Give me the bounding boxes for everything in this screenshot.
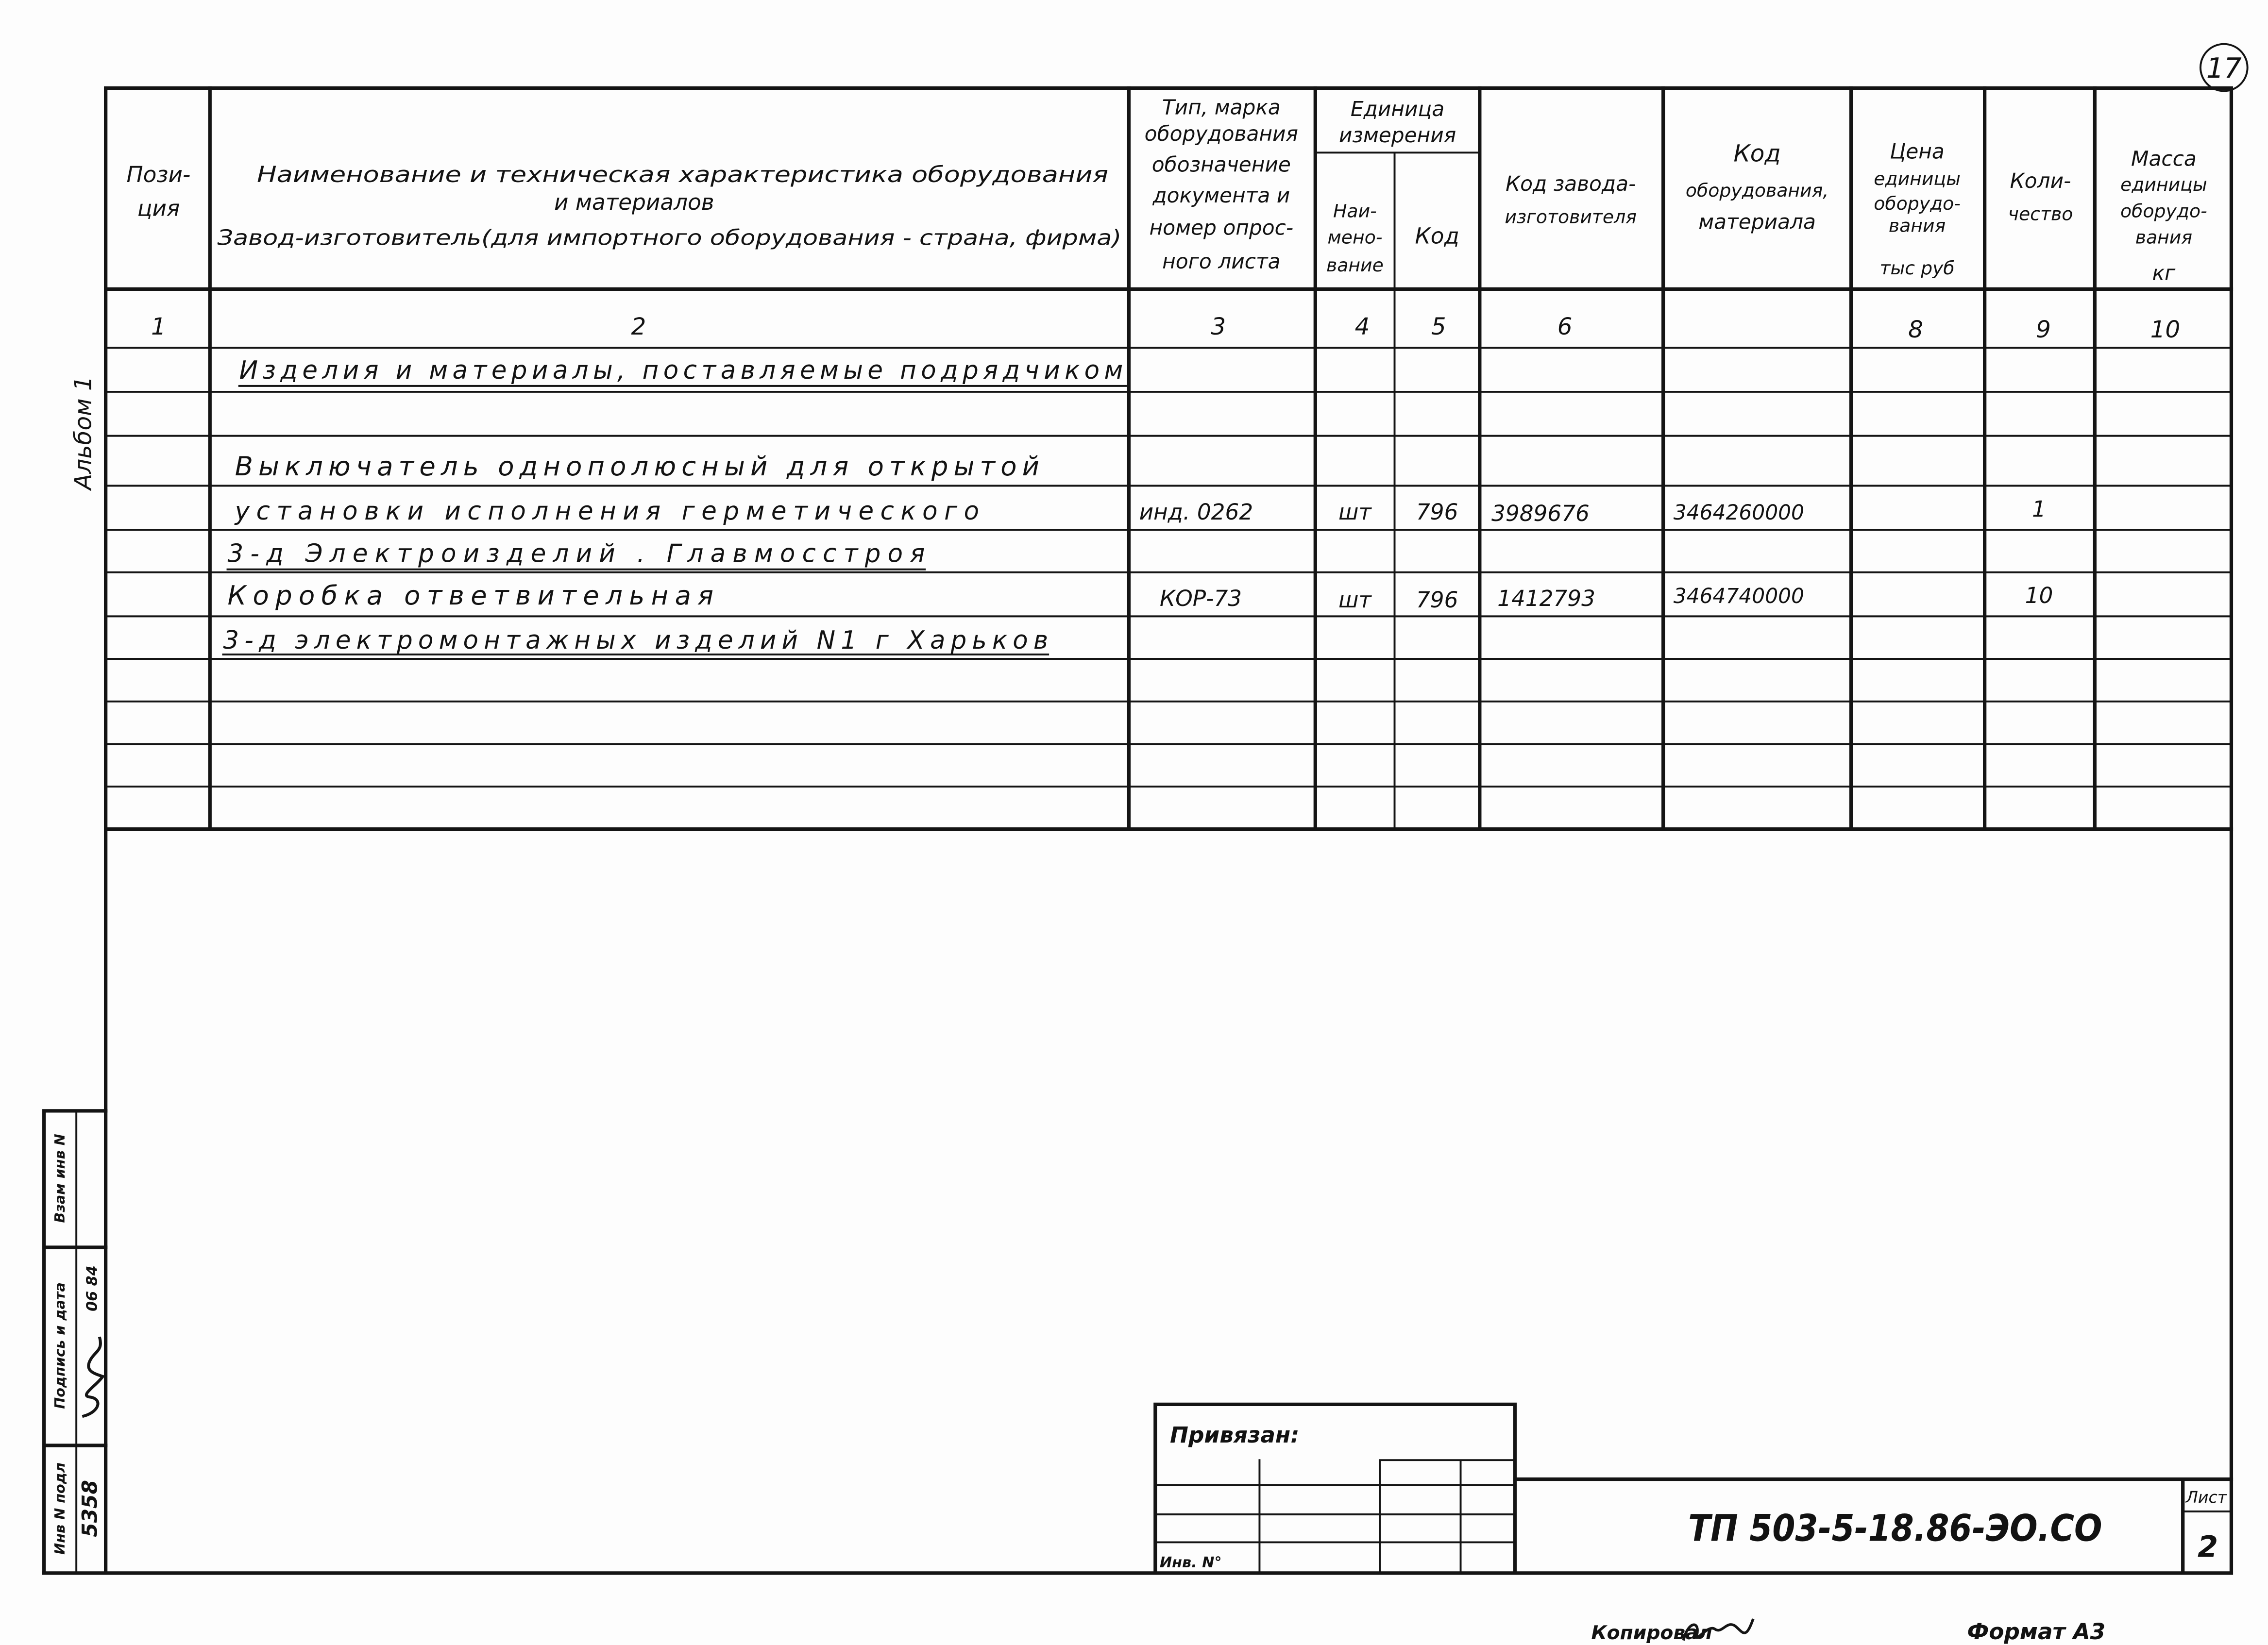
header-price-1: Цена: [1890, 139, 1945, 164]
sheet-label: Лист: [2185, 1487, 2227, 1507]
attached-label: Привязан:: [1170, 1422, 1300, 1448]
column-number: 8: [1908, 316, 1923, 344]
row-name: 3-д Электроизделий . Главмосстроя: [227, 539, 925, 569]
header-factory-code-2: изготовителя: [1505, 206, 1637, 228]
header-factory-code-1: Код завода-: [1506, 171, 1636, 196]
row-type: КОР-73: [1159, 586, 1242, 612]
header-type-6: ного листа: [1162, 250, 1281, 274]
header-unit-name-1: Наи-: [1333, 200, 1377, 222]
column-number: 5: [1431, 313, 1446, 341]
row-name: Выключатель однополюсный для открытой: [235, 451, 1040, 482]
page-number-badge: [2200, 44, 2248, 91]
original-inv-label: Инв N подл: [51, 1462, 68, 1555]
header-quantity-1: Коли-: [2010, 168, 2071, 193]
header-type-2: оборудования: [1144, 122, 1298, 146]
header-position-1: Пози-: [126, 161, 191, 187]
header-mass-4: вания: [2135, 226, 2193, 248]
header-mass-5: кг: [2152, 261, 2176, 285]
table-header: [127, 96, 2207, 285]
header-price-2: единицы: [1874, 168, 1961, 189]
signature-date-value: 06 84: [84, 1265, 101, 1311]
original-inv-value: 5358: [78, 1480, 102, 1537]
header-mass-2: единицы: [2120, 173, 2207, 195]
stamp-signature: [84, 1338, 102, 1416]
page-number: 17: [2206, 52, 2242, 85]
header-quantity-2: чество: [2008, 203, 2073, 225]
header-price-4: вания: [1888, 215, 1946, 236]
row-unit-code: 796: [1416, 587, 1458, 613]
header-type-4: документа и: [1152, 184, 1290, 208]
format-label: Формат А3: [1967, 1618, 2106, 1645]
header-mass-3: оборудо-: [2120, 200, 2207, 222]
document-code: ТП 503-5-18.86-ЭО.СО: [1688, 1507, 2102, 1550]
copied-label: Копировал: [1591, 1622, 1712, 1644]
row-name: установки исполнения герметического: [235, 496, 980, 526]
header-price-3: оборудо-: [1874, 193, 1961, 215]
column-number: 1: [151, 313, 166, 341]
header-unit-name-3: вание: [1326, 254, 1384, 276]
header-equipment-code-3: материала: [1698, 210, 1816, 234]
header-type-3: обозначение: [1151, 152, 1291, 177]
row-unit: шт: [1338, 499, 1371, 525]
header-unit-code: Код: [1415, 223, 1459, 249]
header-type-5: номер опрос-: [1149, 216, 1294, 240]
header-type-1: Тип, марка: [1162, 95, 1281, 119]
header-unit-group-1: Единица: [1350, 97, 1445, 121]
header-equipment-code-1: Код: [1733, 140, 1781, 168]
row-name: Изделия и материалы, поставляемые подрядчиком: [239, 355, 1123, 385]
column-number: 2: [631, 313, 646, 341]
table-grid: [44, 88, 2232, 1573]
column-number-row: [151, 313, 2180, 343]
header-name-2: и материалов: [554, 189, 714, 216]
column-number: 3: [1211, 313, 1226, 341]
header-equipment-code-2: оборудования,: [1685, 179, 1829, 201]
column-number: 4: [1354, 313, 1370, 341]
footer: [1591, 1619, 2106, 1645]
row-equipment-code: 3464740000: [1673, 584, 1804, 608]
row-type: инд. 0262: [1139, 499, 1253, 525]
table-body: [223, 356, 2053, 655]
row-quantity: 1: [2032, 496, 2046, 522]
column-number: 10: [2150, 316, 2181, 344]
album-label: Альбом 1: [69, 376, 97, 490]
row-name: Коробка ответвительная: [227, 580, 714, 611]
header-name-3: Завод-изготовитель(для импортного оборудования - страна, фирма): [217, 225, 1122, 251]
row-unit-code: 796: [1416, 499, 1458, 525]
header-position-2: ция: [137, 195, 180, 221]
column-number: 9: [2036, 316, 2051, 344]
row-quantity: 10: [2025, 583, 2053, 609]
header-price-5: тыс руб: [1879, 257, 1955, 279]
inv-label: Инв. N°: [1159, 1554, 1222, 1571]
title-block: [1155, 1404, 2232, 1573]
header-unit-group-2: измерения: [1338, 123, 1456, 148]
replace-inv-label: Взам инв N: [51, 1134, 68, 1223]
left-stamp: [44, 1111, 106, 1573]
row-equipment-code: 3464260000: [1673, 500, 1804, 524]
column-number: 6: [1557, 313, 1573, 341]
row-name: 3-д электромонтажных изделий N1 г Харьков: [223, 625, 1049, 655]
sheet-number: 2: [2198, 1530, 2218, 1564]
header-name-1: Наименование и техническая характеристика оборудования: [256, 161, 1109, 187]
row-unit: шт: [1338, 587, 1371, 613]
row-factory-code: 3989676: [1491, 500, 1590, 526]
header-mass-1: Масса: [2131, 147, 2197, 171]
row-factory-code: 1412793: [1497, 586, 1595, 612]
signature-date-label: Подпись и дата: [51, 1282, 68, 1409]
header-unit-name-2: мено-: [1327, 226, 1383, 248]
